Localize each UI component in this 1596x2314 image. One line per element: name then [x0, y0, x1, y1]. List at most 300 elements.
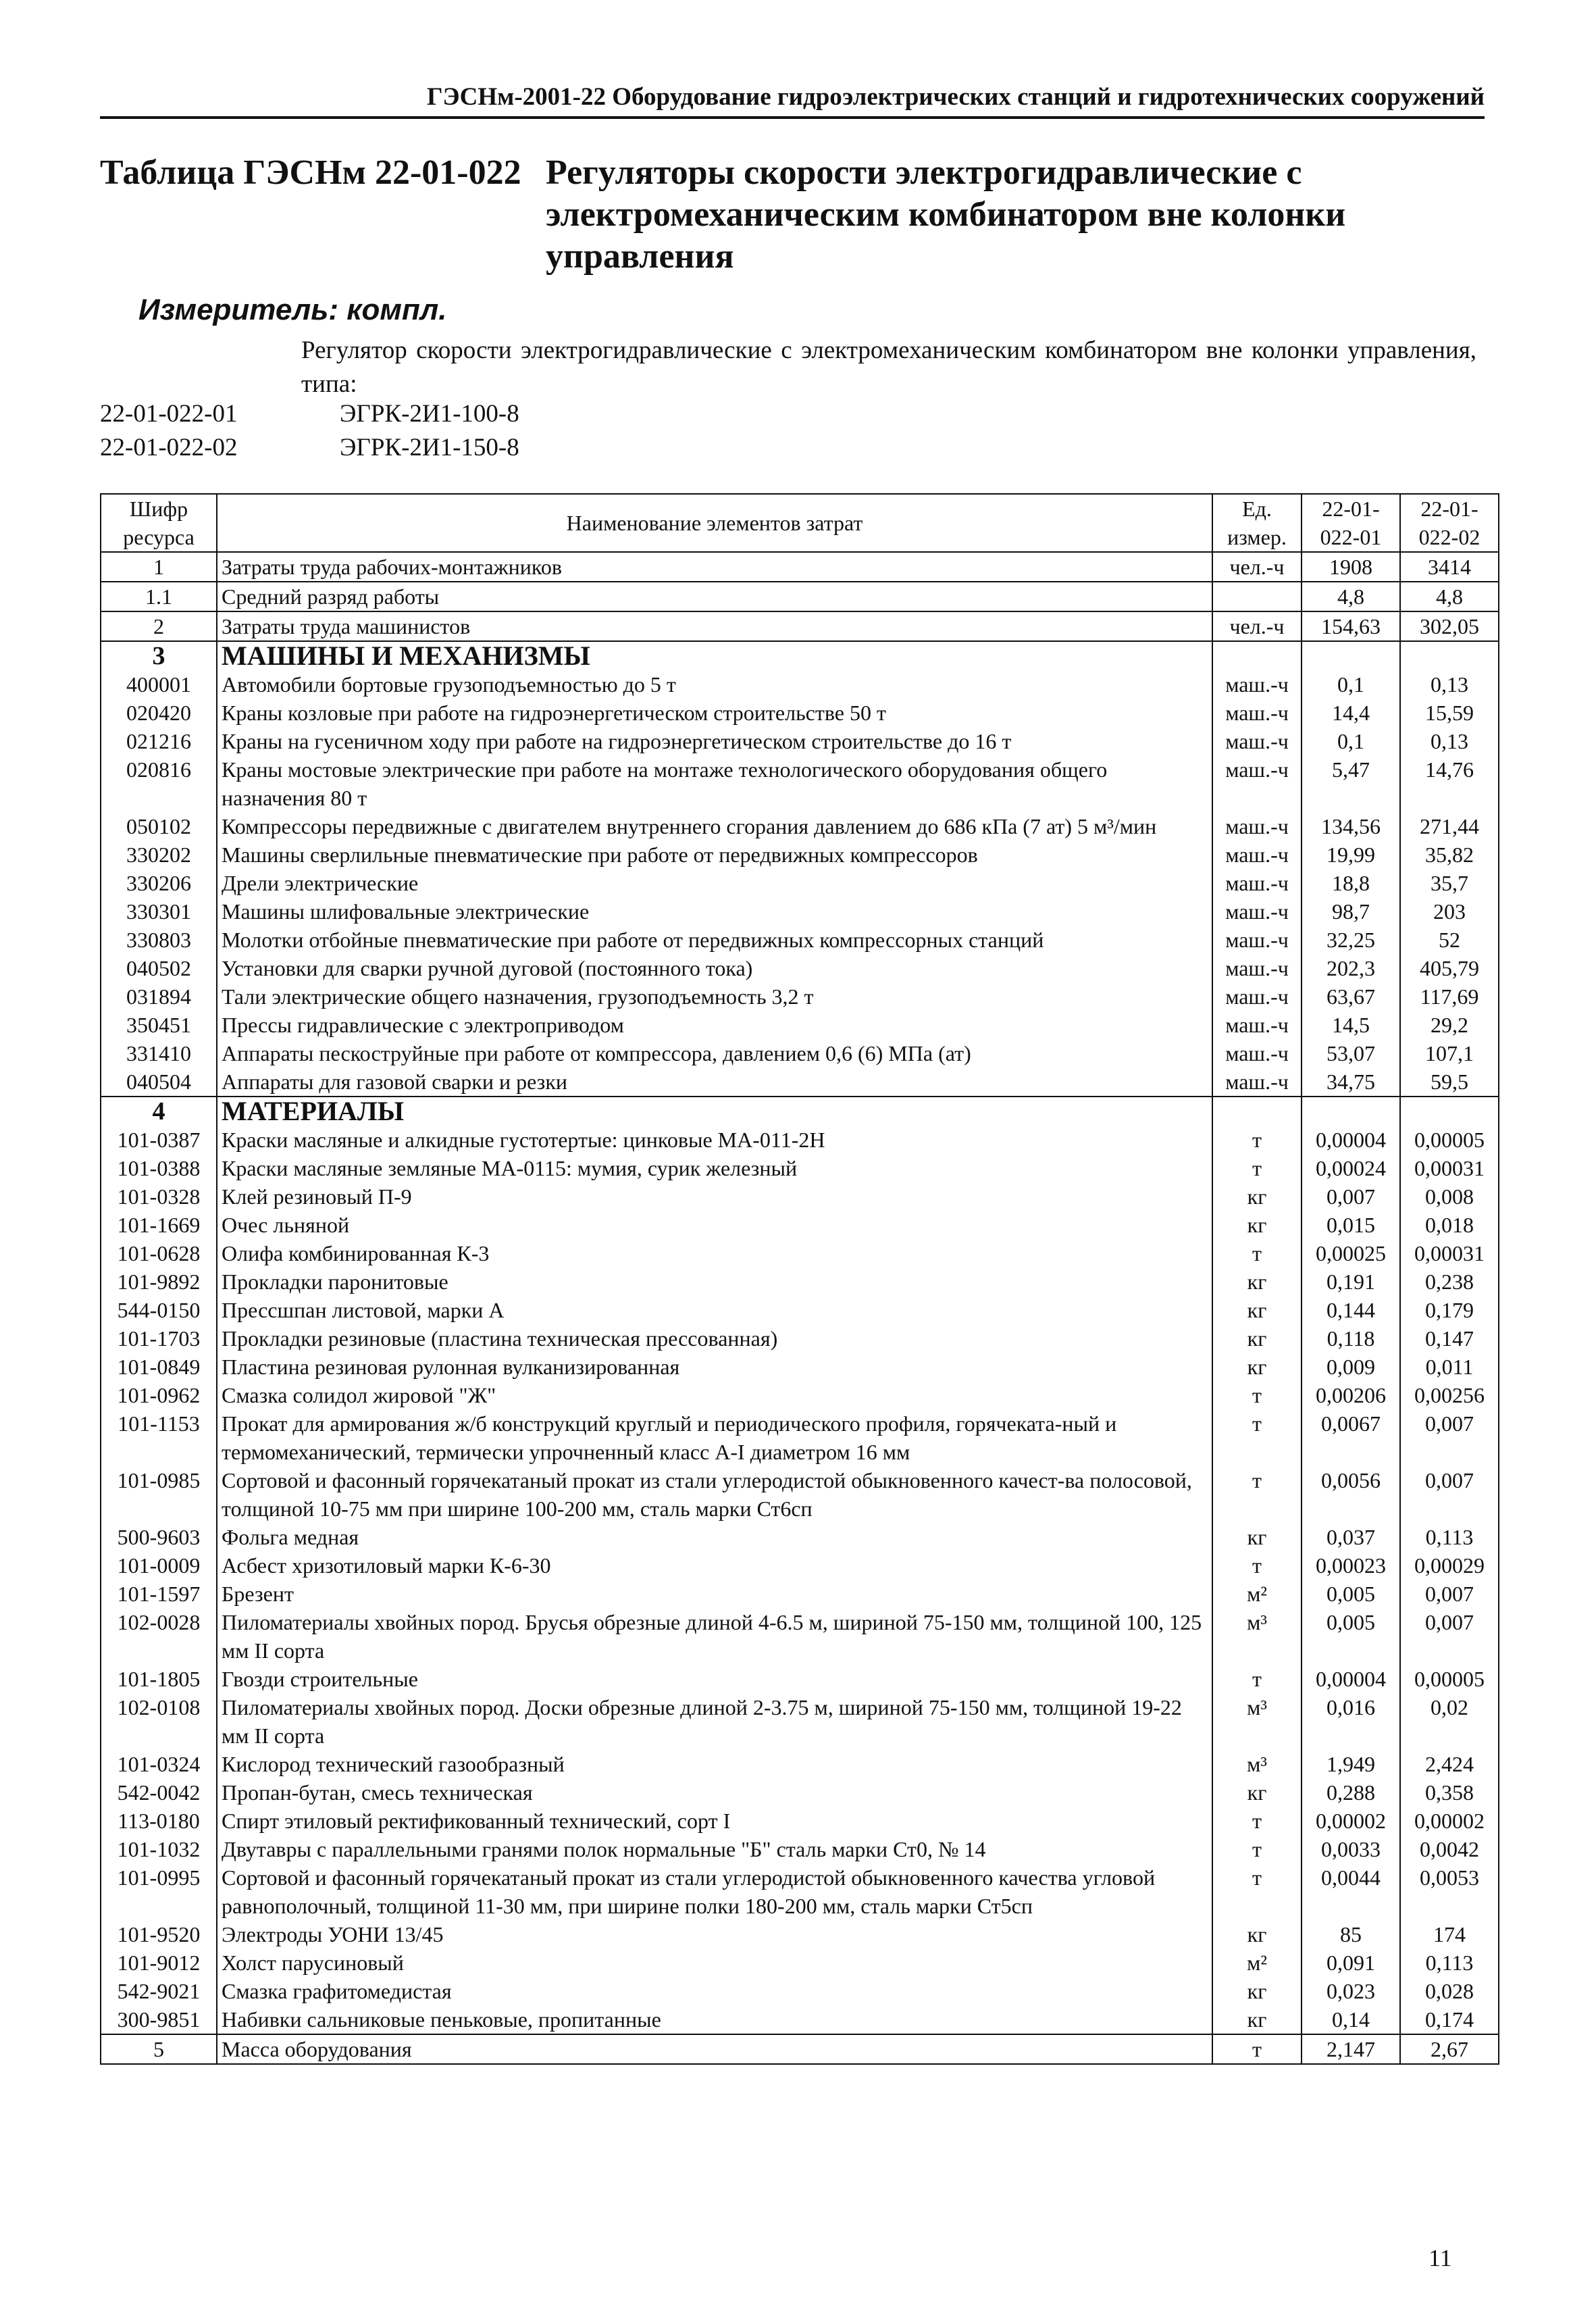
table-row [101, 982, 1499, 1011]
resource-code: 102-0028 [101, 1608, 217, 1665]
resource-code: 021216 [101, 727, 217, 755]
resource-code: 542-0042 [101, 1778, 217, 1807]
resource-code: 1 [101, 552, 217, 582]
resource-code: 102-0108 [101, 1693, 217, 1750]
cost-element-name: Затраты труда машинистов [217, 611, 1212, 641]
table-row [101, 897, 1499, 926]
value-variant-2: 0,007 [1400, 1580, 1499, 1608]
resource-code: 330202 [101, 840, 217, 869]
table-row [101, 1067, 1499, 1097]
table-header-row [101, 494, 1499, 552]
value-variant-2: 271,44 [1400, 812, 1499, 840]
variant-row [100, 397, 910, 431]
value-variant-2: 59,5 [1400, 1067, 1499, 1097]
value-variant-1: 0,14 [1302, 2005, 1400, 2034]
value-variant-1: 0,005 [1302, 1608, 1400, 1665]
header-variant-2: 22-01-022-02 [1400, 494, 1499, 552]
value-variant-2: 0,0042 [1400, 1835, 1499, 1863]
table-row [101, 1778, 1499, 1807]
resource-code: 350451 [101, 1011, 217, 1039]
value-variant-2: 0,018 [1400, 1211, 1499, 1239]
table-row [101, 552, 1499, 582]
resource-code: 101-0628 [101, 1239, 217, 1267]
value-variant-2: 0,00002 [1400, 1807, 1499, 1835]
value-variant-1: 1908 [1302, 552, 1400, 582]
unit-cell: м³ [1212, 1608, 1302, 1665]
unit-cell: кг [1212, 1211, 1302, 1239]
running-header: ГЭСНм-2001-22 Оборудование гидроэлектрических станций и гидротехнических сооружений [100, 81, 1485, 119]
unit-cell: т [1212, 1381, 1302, 1409]
table-row [101, 1011, 1499, 1039]
unit-cell: маш.-ч [1212, 1067, 1302, 1097]
table-row [101, 1239, 1499, 1267]
value-variant-2: 0,007 [1400, 1409, 1499, 1466]
cost-element-name: Молотки отбойные пневматические при работе от передвижных компрессорных станций [217, 926, 1212, 954]
value-variant-1: 0,00002 [1302, 1807, 1400, 1835]
unit-cell: т [1212, 1409, 1302, 1466]
value-variant-1: 53,07 [1302, 1039, 1400, 1067]
cost-element-name: Брезент [217, 1580, 1212, 1608]
cost-element-name: Гвозди строительные [217, 1665, 1212, 1693]
value-variant-2: 0,00031 [1400, 1154, 1499, 1182]
value-variant-2: 107,1 [1400, 1039, 1499, 1067]
table-row [101, 2005, 1499, 2034]
value-variant-1: 18,8 [1302, 869, 1400, 897]
unit-cell: кг [1212, 1523, 1302, 1551]
cost-element-name: Машины сверлильные пневматические при работе от передвижных компрессоров [217, 840, 1212, 869]
cost-table [100, 493, 1499, 2065]
cost-element-name: Дрели электрические [217, 869, 1212, 897]
resource-code: 113-0180 [101, 1807, 217, 1835]
unit-cell [1212, 641, 1302, 670]
table-row [101, 840, 1499, 869]
unit-of-measure: Измеритель: компл. [138, 293, 447, 326]
resource-code: 101-1032 [101, 1835, 217, 1863]
unit-cell: т [1212, 2034, 1302, 2064]
value-variant-2: 4,8 [1400, 582, 1499, 611]
table-row [101, 1920, 1499, 1948]
table-row [101, 1551, 1499, 1580]
unit-cell: кг [1212, 1920, 1302, 1948]
value-variant-1: 5,47 [1302, 755, 1400, 812]
resource-code: 330803 [101, 926, 217, 954]
unit-cell: т [1212, 1126, 1302, 1154]
value-variant-1: 0,0044 [1302, 1863, 1400, 1920]
value-variant-1: 0,015 [1302, 1211, 1400, 1239]
value-variant-1: 34,75 [1302, 1067, 1400, 1097]
cost-element-name: Автомобили бортовые грузоподъемностью до 5 т [217, 670, 1212, 699]
value-variant-1: 2,147 [1302, 2034, 1400, 2064]
cost-element-name: Прокат для армирования ж/б конструкций круглый и периодического профиля, горячеката-ный и термомеханический, термически упрочненный класс А-I диаметром 16 мм [217, 1409, 1212, 1466]
resource-code: 101-9012 [101, 1948, 217, 1977]
value-variant-1: 85 [1302, 1920, 1400, 1948]
resource-code: 500-9603 [101, 1523, 217, 1551]
variants-description: Регулятор скорости электрогидравлические с электромеханическим комбинатором вне колонки управления, типа: [301, 336, 1476, 398]
table-row [101, 670, 1499, 699]
unit-cell [1212, 582, 1302, 611]
resource-code: 101-0324 [101, 1750, 217, 1778]
cost-element-name: Аппараты пескоструйные при работе от компрессора, давлением 0,6 (6) МПа (ат) [217, 1039, 1212, 1067]
unit-cell: кг [1212, 1267, 1302, 1296]
resource-code: 101-1669 [101, 1211, 217, 1239]
cost-element-name: Пиломатериалы хвойных пород. Доски обрезные длиной 2-3.75 м, шириной 75-150 мм, толщиной 19-22 мм II сорта [217, 1693, 1212, 1750]
table-row [101, 2034, 1499, 2064]
resource-code: 020420 [101, 699, 217, 727]
value-variant-2: 52 [1400, 926, 1499, 954]
table-row [101, 1665, 1499, 1693]
value-variant-2: 174 [1400, 1920, 1499, 1948]
value-variant-2: 0,00031 [1400, 1239, 1499, 1267]
unit-cell [1212, 1097, 1302, 1126]
value-variant-1: 0,00004 [1302, 1665, 1400, 1693]
resource-code: 4 [101, 1097, 217, 1126]
table-row [101, 699, 1499, 727]
value-variant-2: 203 [1400, 897, 1499, 926]
value-variant-1: 0,00025 [1302, 1239, 1400, 1267]
table-row [101, 755, 1499, 812]
unit-cell: кг [1212, 1977, 1302, 2005]
value-variant-2: 0,113 [1400, 1948, 1499, 1977]
value-variant-2: 0,028 [1400, 1977, 1499, 2005]
unit-cell: т [1212, 1807, 1302, 1835]
unit-cell: маш.-ч [1212, 699, 1302, 727]
cost-element-name: Набивки сальниковые пеньковые, пропитанные [217, 2005, 1212, 2034]
cost-element-name: Олифа комбинированная К-3 [217, 1239, 1212, 1267]
value-variant-1: 0,023 [1302, 1977, 1400, 2005]
value-variant-1: 0,016 [1302, 1693, 1400, 1750]
value-variant-2: 0,008 [1400, 1182, 1499, 1211]
cost-element-name: Затраты труда рабочих-монтажников [217, 552, 1212, 582]
resource-code: 101-0849 [101, 1353, 217, 1381]
unit-cell: маш.-ч [1212, 755, 1302, 812]
value-variant-1: 0,1 [1302, 670, 1400, 699]
cost-element-name: Краны козловые при работе на гидроэнергетическом строительстве 50 т [217, 699, 1212, 727]
value-variant-1: 0,0056 [1302, 1466, 1400, 1523]
value-variant-2: 0,00005 [1400, 1126, 1499, 1154]
value-variant-1: 0,191 [1302, 1267, 1400, 1296]
value-variant-2: 2,67 [1400, 2034, 1499, 2064]
unit-cell: т [1212, 1835, 1302, 1863]
value-variant-2 [1400, 641, 1499, 670]
variant-code: 22-01-022-02 [100, 434, 238, 461]
resource-code: 101-1703 [101, 1324, 217, 1353]
cost-element-name: Смазка солидол жировой "Ж" [217, 1381, 1212, 1409]
table-row [101, 1154, 1499, 1182]
cost-table-body [101, 552, 1499, 2064]
cost-element-name: Пластина резиновая рулонная вулканизированная [217, 1353, 1212, 1381]
table-row [101, 1863, 1499, 1920]
variant-row [100, 431, 910, 465]
table-title: Регуляторы скорости электрогидравлические с электромеханическим комбинатором вне колонки управления [546, 153, 1346, 276]
value-variant-1: 0,0067 [1302, 1409, 1400, 1466]
table-row [101, 1126, 1499, 1154]
cost-element-name: Сортовой и фасонный горячекатаный прокат из стали углеродистой обыкновенного качест-ва полосовой, толщиной 10-75 мм при ширине 100-200 мм, сталь марки Ст6сп [217, 1466, 1212, 1523]
value-variant-2: 3414 [1400, 552, 1499, 582]
unit-cell: т [1212, 1239, 1302, 1267]
value-variant-2 [1400, 1097, 1499, 1126]
resource-code: 101-1153 [101, 1409, 217, 1466]
unit-cell: кг [1212, 1296, 1302, 1324]
value-variant-2: 35,82 [1400, 840, 1499, 869]
unit-cell: кг [1212, 2005, 1302, 2034]
unit-cell: т [1212, 1154, 1302, 1182]
table-row [101, 1466, 1499, 1523]
cost-element-name: Прессы гидравлические с электроприводом [217, 1011, 1212, 1039]
value-variant-1: 0,005 [1302, 1580, 1400, 1608]
table-row [101, 1182, 1499, 1211]
resource-code: 300-9851 [101, 2005, 217, 2034]
value-variant-2: 0,113 [1400, 1523, 1499, 1551]
table-row [101, 1523, 1499, 1551]
table-row [101, 1807, 1499, 1835]
resource-code: 031894 [101, 982, 217, 1011]
table-row [101, 1353, 1499, 1381]
value-variant-2: 0,0053 [1400, 1863, 1499, 1920]
resource-code: 1.1 [101, 582, 217, 611]
resource-code: 101-0962 [101, 1381, 217, 1409]
resource-code: 101-0387 [101, 1126, 217, 1154]
unit-cell: маш.-ч [1212, 982, 1302, 1011]
unit-cell: кг [1212, 1182, 1302, 1211]
resource-code: 101-0009 [101, 1551, 217, 1580]
unit-cell: маш.-ч [1212, 670, 1302, 699]
resource-code: 400001 [101, 670, 217, 699]
value-variant-1: 0,288 [1302, 1778, 1400, 1807]
cost-element-name: Компрессоры передвижные с двигателем внутреннего сгорания давлением до 686 кПа (7 ат) 5 м³/мин [217, 812, 1212, 840]
unit-cell: маш.-ч [1212, 727, 1302, 755]
cost-element-name: Очес льняной [217, 1211, 1212, 1239]
header-unit: Ед. измер. [1212, 494, 1302, 552]
section-row [101, 1097, 1499, 1126]
resource-code: 050102 [101, 812, 217, 840]
variant-name: ЭГРК-2И1-100-8 [340, 400, 519, 428]
cost-element-name: Спирт этиловый ректификованный технический, сорт I [217, 1807, 1212, 1835]
resource-code: 330206 [101, 869, 217, 897]
resource-code: 101-1805 [101, 1665, 217, 1693]
unit-cell: т [1212, 1863, 1302, 1920]
table-row [101, 1977, 1499, 2005]
resource-code: 101-1597 [101, 1580, 217, 1608]
table-row [101, 727, 1499, 755]
unit-cell: чел.-ч [1212, 611, 1302, 641]
value-variant-1: 0,00004 [1302, 1126, 1400, 1154]
cost-element-name: Средний разряд работы [217, 582, 1212, 611]
cost-element-name: Машины шлифовальные электрические [217, 897, 1212, 926]
value-variant-1: 19,99 [1302, 840, 1400, 869]
value-variant-2: 0,02 [1400, 1693, 1499, 1750]
resource-code: 101-9520 [101, 1920, 217, 1948]
unit-cell: м² [1212, 1580, 1302, 1608]
header-name: Наименование элементов затрат [217, 494, 1212, 552]
unit-cell: м³ [1212, 1693, 1302, 1750]
value-variant-1: 14,5 [1302, 1011, 1400, 1039]
unit-cell: маш.-ч [1212, 897, 1302, 926]
cost-element-name: Краски масляные земляные МА-0115: мумия, сурик железный [217, 1154, 1212, 1182]
table-row [101, 1750, 1499, 1778]
unit-cell: т [1212, 1466, 1302, 1523]
value-variant-2: 302,05 [1400, 611, 1499, 641]
table-row [101, 1381, 1499, 1409]
unit-cell: маш.-ч [1212, 954, 1302, 982]
value-variant-2: 117,69 [1400, 982, 1499, 1011]
value-variant-1: 0,091 [1302, 1948, 1400, 1977]
table-row [101, 582, 1499, 611]
value-variant-1: 0,118 [1302, 1324, 1400, 1353]
value-variant-2: 2,424 [1400, 1750, 1499, 1778]
cost-element-name: Краски масляные и алкидные густотертые: цинковые МА-011-2Н [217, 1126, 1212, 1154]
resource-code: 040504 [101, 1067, 217, 1097]
value-variant-1: 0,144 [1302, 1296, 1400, 1324]
value-variant-1: 14,4 [1302, 699, 1400, 727]
value-variant-1 [1302, 1097, 1400, 1126]
value-variant-1: 0,1 [1302, 727, 1400, 755]
resource-code: 542-9021 [101, 1977, 217, 2005]
header-code: Шифр ресурса [101, 494, 217, 552]
cost-element-name: Масса оборудования [217, 2034, 1212, 2064]
cost-element-name: Прессшпан листовой, марки А [217, 1296, 1212, 1324]
value-variant-1: 0,0033 [1302, 1835, 1400, 1863]
resource-code: 020816 [101, 755, 217, 812]
value-variant-2: 0,238 [1400, 1267, 1499, 1296]
unit-cell: маш.-ч [1212, 869, 1302, 897]
value-variant-2: 0,00256 [1400, 1381, 1499, 1409]
resource-code: 101-9892 [101, 1267, 217, 1296]
value-variant-1: 4,8 [1302, 582, 1400, 611]
table-row [101, 1211, 1499, 1239]
table-row [101, 926, 1499, 954]
resource-code: 330301 [101, 897, 217, 926]
cost-element-name: Холст парусиновый [217, 1948, 1212, 1977]
cost-element-name: Кислород технический газообразный [217, 1750, 1212, 1778]
table-row [101, 1039, 1499, 1067]
table-row [101, 1267, 1499, 1296]
value-variant-1: 0,00024 [1302, 1154, 1400, 1182]
resource-code: 5 [101, 2034, 217, 2064]
cost-element-name: Двутавры с параллельными гранями полок нормальные "Б" сталь марки Ст0, № 14 [217, 1835, 1212, 1863]
cost-element-name: Установки для сварки ручной дуговой (постоянного тока) [217, 954, 1212, 982]
resource-code: 544-0150 [101, 1296, 217, 1324]
unit-cell: м² [1212, 1948, 1302, 1977]
table-row [101, 1948, 1499, 1977]
unit-cell: кг [1212, 1324, 1302, 1353]
cost-element-name: Прокладки резиновые (пластина техническая прессованная) [217, 1324, 1212, 1353]
unit-cell: маш.-ч [1212, 1039, 1302, 1067]
resource-code: 2 [101, 611, 217, 641]
table-row [101, 1296, 1499, 1324]
value-variant-1: 0,009 [1302, 1353, 1400, 1381]
value-variant-1: 202,3 [1302, 954, 1400, 982]
unit-cell: маш.-ч [1212, 926, 1302, 954]
cost-element-name: МАТЕРИАЛЫ [217, 1097, 1212, 1126]
variant-name: ЭГРК-2И1-150-8 [340, 434, 519, 461]
value-variant-2: 0,179 [1400, 1296, 1499, 1324]
value-variant-2: 0,007 [1400, 1608, 1499, 1665]
table-row [101, 1580, 1499, 1608]
value-variant-1: 0,00023 [1302, 1551, 1400, 1580]
cost-element-name: Аппараты для газовой сварки и резки [217, 1067, 1212, 1097]
unit-cell: т [1212, 1551, 1302, 1580]
value-variant-1: 154,63 [1302, 611, 1400, 641]
resource-code: 101-0995 [101, 1863, 217, 1920]
value-variant-1: 0,00206 [1302, 1381, 1400, 1409]
value-variant-2: 29,2 [1400, 1011, 1499, 1039]
value-variant-1 [1302, 641, 1400, 670]
unit-cell: т [1212, 1665, 1302, 1693]
value-variant-1: 1,949 [1302, 1750, 1400, 1778]
unit-cell: маш.-ч [1212, 812, 1302, 840]
cost-element-name: Тали электрические общего назначения, грузоподъемность 3,2 т [217, 982, 1212, 1011]
cost-element-name: МАШИНЫ И МЕХАНИЗМЫ [217, 641, 1212, 670]
cost-element-name: Электроды УОНИ 13/45 [217, 1920, 1212, 1948]
table-row [101, 1835, 1499, 1863]
variant-code: 22-01-022-01 [100, 400, 238, 428]
cost-element-name: Фольга медная [217, 1523, 1212, 1551]
resource-code: 3 [101, 641, 217, 670]
value-variant-2: 0,00005 [1400, 1665, 1499, 1693]
resource-code: 040502 [101, 954, 217, 982]
table-row [101, 611, 1499, 641]
value-variant-2: 0,13 [1400, 670, 1499, 699]
cost-element-name: Краны на гусеничном ходу при работе на гидроэнергетическом строительстве до 16 т [217, 727, 1212, 755]
value-variant-2: 0,13 [1400, 727, 1499, 755]
unit-cell: чел.-ч [1212, 552, 1302, 582]
value-variant-2: 0,174 [1400, 2005, 1499, 2034]
unit-cell: маш.-ч [1212, 840, 1302, 869]
section-row [101, 641, 1499, 670]
cost-element-name: Прокладки паронитовые [217, 1267, 1212, 1296]
resource-code: 101-0388 [101, 1154, 217, 1182]
value-variant-2: 0,011 [1400, 1353, 1499, 1381]
table-row [101, 1324, 1499, 1353]
cost-element-name: Пиломатериалы хвойных пород. Брусья обрезные длиной 4-6.5 м, шириной 75-150 мм, толщиной 100, 125 мм II сорта [217, 1608, 1212, 1665]
table-row [101, 812, 1499, 840]
unit-cell: кг [1212, 1778, 1302, 1807]
unit-cell: кг [1212, 1353, 1302, 1381]
value-variant-1: 134,56 [1302, 812, 1400, 840]
value-variant-2: 15,59 [1400, 699, 1499, 727]
header-variant-1: 22-01-022-01 [1302, 494, 1400, 552]
table-id: Таблица ГЭСНм 22-01-022 [100, 153, 521, 192]
table-row [101, 869, 1499, 897]
value-variant-1: 98,7 [1302, 897, 1400, 926]
cost-element-name: Асбест хризотиловый марки К-6-30 [217, 1551, 1212, 1580]
resource-code: 101-0985 [101, 1466, 217, 1523]
cost-element-name: Смазка графитомедистая [217, 1977, 1212, 2005]
value-variant-2: 405,79 [1400, 954, 1499, 982]
value-variant-1: 0,007 [1302, 1182, 1400, 1211]
table-row [101, 1608, 1499, 1665]
value-variant-2: 0,007 [1400, 1466, 1499, 1523]
cost-element-name: Клей резиновый П-9 [217, 1182, 1212, 1211]
resource-code: 101-0328 [101, 1182, 217, 1211]
value-variant-2: 14,76 [1400, 755, 1499, 812]
value-variant-1: 32,25 [1302, 926, 1400, 954]
value-variant-1: 0,037 [1302, 1523, 1400, 1551]
value-variant-2: 0,00029 [1400, 1551, 1499, 1580]
page-number: 11 [1428, 2244, 1452, 2271]
resource-code: 331410 [101, 1039, 217, 1067]
table-row [101, 954, 1499, 982]
value-variant-2: 0,358 [1400, 1778, 1499, 1807]
value-variant-2: 35,7 [1400, 869, 1499, 897]
table-row [101, 1693, 1499, 1750]
cost-element-name: Пропан-бутан, смесь техническая [217, 1778, 1212, 1807]
table-row [101, 1409, 1499, 1466]
unit-cell: маш.-ч [1212, 1011, 1302, 1039]
cost-element-name: Краны мостовые электрические при работе на монтаже технологического оборудования общего назначения 80 т [217, 755, 1212, 812]
value-variant-2: 0,147 [1400, 1324, 1499, 1353]
cost-element-name: Сортовой и фасонный горячекатаный прокат из стали углеродистой обыкновенного качества угловой равнополочный, толщиной 11-30 мм, при ширине полки 180-200 мм, сталь марки Ст5сп [217, 1863, 1212, 1920]
